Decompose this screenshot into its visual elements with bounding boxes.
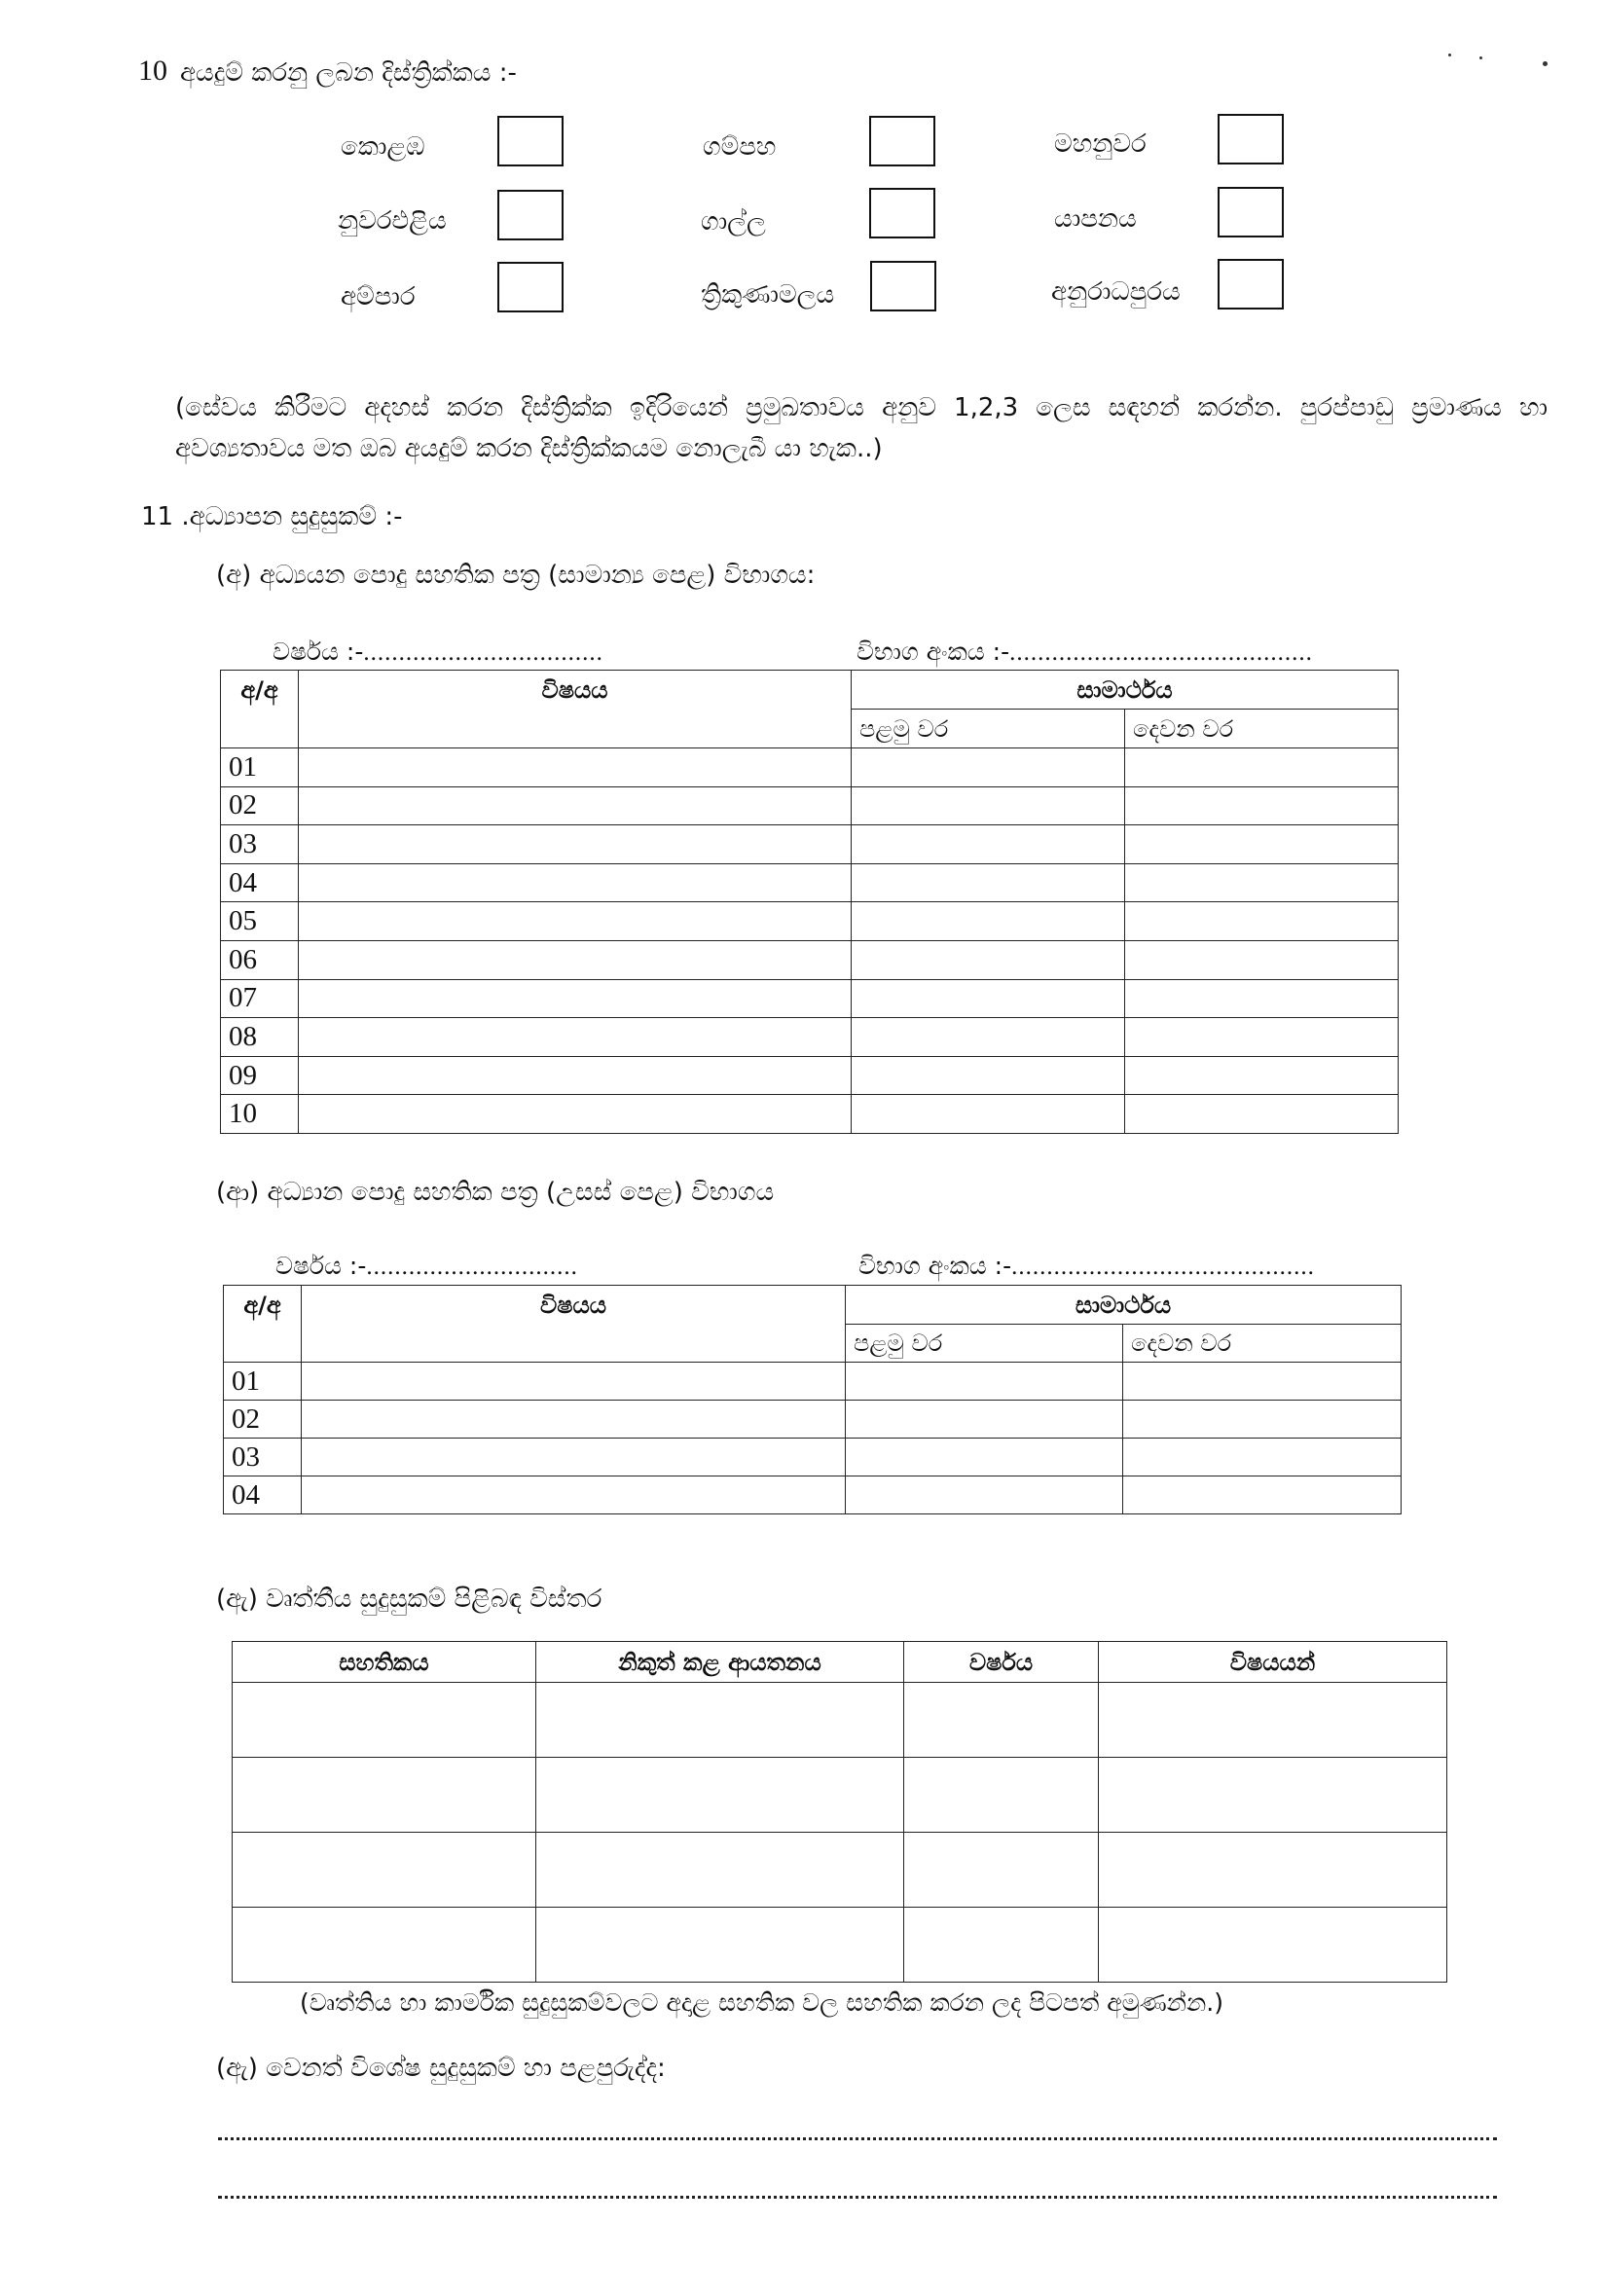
ol-first-cell[interactable] [852, 902, 1125, 941]
vocational-subjects-cell[interactable] [1099, 1833, 1447, 1908]
district-box-colombo[interactable] [497, 116, 564, 166]
vocational-table [232, 1641, 1447, 1983]
district-box-jaffna[interactable] [1218, 187, 1284, 237]
ol-table-row [221, 825, 1399, 864]
vocational-subjects-cell[interactable] [1099, 1908, 1447, 1983]
ol-second-cell[interactable] [1125, 786, 1399, 825]
ol-first-cell[interactable] [852, 1056, 1125, 1095]
scan-speck [1479, 56, 1482, 59]
al-table-row [224, 1363, 1402, 1401]
ol-row-number: 05 [221, 902, 299, 941]
other-qualifications-line-1[interactable] [218, 2137, 1497, 2140]
ol-subject-cell[interactable] [299, 979, 852, 1018]
al-subject-cell[interactable] [302, 1401, 846, 1439]
al-first-cell[interactable] [846, 1476, 1123, 1514]
ol-year-label: වර්ෂය :- [273, 638, 364, 666]
vocational-note: (වෘත්තිය හා කාර්මික සුදුසුකම්වලට අදාළ සහතික වල සහතික කරන ලද පිටපත් අමුණන්න.) [300, 1988, 1223, 2017]
ol-second-cell[interactable] [1125, 1056, 1399, 1095]
al-row-number: 02 [224, 1401, 302, 1439]
ol-table-row [221, 902, 1399, 941]
district-label-ampara: අම්පාර [341, 282, 416, 311]
al-row-number: 01 [224, 1363, 302, 1401]
vocational-year-cell[interactable] [904, 1833, 1099, 1908]
scan-speck [1448, 54, 1451, 56]
ol-first-cell[interactable] [852, 863, 1125, 902]
vocational-institute-cell[interactable] [536, 1908, 904, 1983]
ol-table-row [221, 1095, 1399, 1134]
vocational-year-cell[interactable] [904, 1758, 1099, 1833]
district-label-kandy: මහනුවර [1054, 129, 1147, 159]
al-row-number: 04 [224, 1476, 302, 1514]
ol-table-row [221, 1056, 1399, 1095]
district-label-colombo: කොළඹ [341, 132, 425, 162]
ol-second-cell[interactable] [1125, 825, 1399, 864]
ol-first-cell[interactable] [852, 786, 1125, 825]
ol-year-line [273, 638, 603, 667]
ol-table-row [221, 786, 1399, 825]
vocational-certificate-cell[interactable] [233, 1833, 536, 1908]
district-label-gampaha: ගම්පහ [703, 132, 777, 162]
ol-subject-cell[interactable] [299, 902, 852, 941]
district-box-nuwaraeliya[interactable] [497, 190, 564, 240]
district-label-nuwaraeliya: නුවරඑළිය [338, 206, 447, 236]
ol-table-row [221, 863, 1399, 902]
al-first-cell[interactable] [846, 1363, 1123, 1401]
vocational-row [233, 1908, 1447, 1983]
vocational-header-year: වර්ෂය [904, 1642, 1099, 1683]
ol-subject-cell[interactable] [299, 1095, 852, 1134]
ol-exam-title: (අ) අධ්‍යයන පොදු සහතික පත්‍ර (සාමාන්‍ය පෙළ) විභාගය: [216, 561, 816, 590]
al-header-second-attempt: දෙවන වර [1123, 1325, 1402, 1363]
ol-row-number: 06 [221, 940, 299, 979]
vocational-year-cell[interactable] [904, 1683, 1099, 1758]
district-box-anuradhapura[interactable] [1218, 259, 1284, 310]
vocational-institute-cell[interactable] [536, 1833, 904, 1908]
ol-results-table [220, 670, 1399, 1134]
al-second-cell[interactable] [1123, 1439, 1402, 1476]
ol-header-subject: විෂයය [299, 671, 852, 748]
ol-row-number: 01 [221, 748, 299, 787]
ol-subject-cell[interactable] [299, 786, 852, 825]
al-header-no: අ/අ [224, 1286, 302, 1363]
ol-row-number: 03 [221, 825, 299, 864]
ol-first-cell[interactable] [852, 825, 1125, 864]
ol-second-cell[interactable] [1125, 979, 1399, 1018]
ol-header-first-attempt: පළමු වර [852, 710, 1125, 748]
vocational-year-cell[interactable] [904, 1908, 1099, 1983]
ol-row-number: 08 [221, 1018, 299, 1057]
al-index-field[interactable]: ........................................... [1011, 1254, 1315, 1280]
ol-header-result: සාමාර්ථය [852, 671, 1399, 710]
district-box-ampara[interactable] [497, 262, 564, 312]
al-subject-cell[interactable] [302, 1363, 846, 1401]
vocational-certificate-cell[interactable] [233, 1683, 536, 1758]
ol-subject-cell[interactable] [299, 863, 852, 902]
al-index-label: විභාග අංකය :- [858, 1252, 1012, 1280]
district-label-trincomalee: ත්‍රිකුණාමලය [701, 280, 835, 310]
ol-table-row [221, 748, 1399, 787]
ol-second-cell[interactable] [1125, 863, 1399, 902]
ol-subject-cell[interactable] [299, 825, 852, 864]
district-box-trincomalee[interactable] [870, 261, 936, 311]
section-10-title: අයදුම් කරනු ලබන දිස්ත්‍රික්කය :- [180, 58, 517, 88]
other-qualifications-title: (ඇ) වෙනත් විශේෂ සුදුසුකම් හා පළපුරුද්ද: [216, 2054, 666, 2083]
ol-row-number: 02 [221, 786, 299, 825]
ol-table-row [221, 940, 1399, 979]
ol-first-cell[interactable] [852, 979, 1125, 1018]
ol-table-row [221, 979, 1399, 1018]
district-priority-note: (සේවය කිරීමට අදහස් කරන දිස්ත්‍රික්ක ඉදිරියෙන් ප්‍රමුඛතාවය අනුව 1,2,3 ලෙස සඳහන් කරන්න. පුරප්පාඩු ප්‍රමාණය හා අවශ්‍යතාවය මත ඔබ අයදුම් කරන දිස්ත්‍රික්කයම නොලැබී යා හැක..) [175, 393, 1548, 463]
ol-index-line [857, 638, 1313, 667]
district-label-jaffna: යාපනය [1054, 204, 1137, 234]
ol-row-number: 10 [221, 1095, 299, 1134]
ol-second-cell[interactable] [1125, 1095, 1399, 1134]
al-header-result: සාමාර්ථය [846, 1286, 1402, 1325]
vocational-row [233, 1833, 1447, 1908]
ol-second-cell[interactable] [1125, 1018, 1399, 1057]
vocational-subjects-cell[interactable] [1099, 1683, 1447, 1758]
ol-subject-cell[interactable] [299, 748, 852, 787]
ol-first-cell[interactable] [852, 1095, 1125, 1134]
al-header-subject: විෂයය [302, 1286, 846, 1363]
al-subject-cell[interactable] [302, 1476, 846, 1514]
district-label-anuradhapura: අනුරාධපුරය [1051, 277, 1181, 307]
al-year-label: වර්ෂය :- [275, 1252, 367, 1280]
ol-year-field[interactable]: .................................. [363, 639, 603, 666]
vocational-header-subjects: විෂයයන් [1099, 1642, 1447, 1683]
vocational-title: (ඇ) වෘත්තීය සුදුසුකම් පිළිබඳ විස්තර [216, 1585, 602, 1614]
al-results-table [223, 1285, 1402, 1514]
vocational-institute-cell[interactable] [536, 1758, 904, 1833]
al-year-field[interactable]: .............................. [366, 1254, 578, 1280]
district-box-galle[interactable] [869, 188, 935, 238]
district-box-gampaha[interactable] [869, 116, 935, 166]
section-11-title: 11 .අධ්‍යාපන සුදුසුකම් :- [141, 502, 403, 531]
al-table-row [224, 1401, 1402, 1439]
section-10-number: 10 [138, 55, 167, 87]
ol-subject-cell[interactable] [299, 1056, 852, 1095]
ol-second-cell[interactable] [1125, 748, 1399, 787]
ol-second-cell[interactable] [1125, 940, 1399, 979]
other-qualifications-line-2[interactable] [218, 2196, 1497, 2199]
al-exam-title: (ආ) අධ්‍යාන පොදු සහතික පත්‍ර (උසස් පෙළ) විභාගය [216, 1178, 775, 1207]
al-second-cell[interactable] [1123, 1401, 1402, 1439]
district-label-galle: ගාල්ල [701, 207, 766, 237]
vocational-certificate-cell[interactable] [233, 1908, 536, 1983]
al-table-row [224, 1439, 1402, 1476]
vocational-header-certificate: සහතිකය [233, 1642, 536, 1683]
ol-subject-cell[interactable] [299, 1018, 852, 1057]
vocational-subjects-cell[interactable] [1099, 1758, 1447, 1833]
district-box-kandy[interactable] [1218, 114, 1284, 164]
ol-subject-cell[interactable] [299, 940, 852, 979]
ol-table-row [221, 1018, 1399, 1057]
ol-row-number: 07 [221, 979, 299, 1018]
ol-second-cell[interactable] [1125, 902, 1399, 941]
ol-index-label: විභාග අංකය :- [857, 638, 1010, 666]
al-header-first-attempt: පළමු වර [846, 1325, 1123, 1363]
ol-index-field[interactable]: ........................................... [1009, 639, 1313, 666]
al-first-cell[interactable] [846, 1439, 1123, 1476]
vocational-row [233, 1758, 1447, 1833]
al-second-cell[interactable] [1123, 1363, 1402, 1401]
al-row-number: 03 [224, 1439, 302, 1476]
vocational-institute-cell[interactable] [536, 1683, 904, 1758]
vocational-header-institute: නිකුත් කළ ආයතනය [536, 1642, 904, 1683]
ol-row-number: 04 [221, 863, 299, 902]
al-subject-cell[interactable] [302, 1439, 846, 1476]
vocational-certificate-cell[interactable] [233, 1758, 536, 1833]
al-index-line [858, 1252, 1315, 1281]
ol-row-number: 09 [221, 1056, 299, 1095]
ol-first-cell[interactable] [852, 748, 1125, 787]
vocational-row [233, 1683, 1447, 1758]
scan-speck [1543, 61, 1548, 66]
ol-header-no: අ/අ [221, 671, 299, 748]
al-first-cell[interactable] [846, 1401, 1123, 1439]
al-second-cell[interactable] [1123, 1476, 1402, 1514]
ol-header-second-attempt: දෙවන වර [1125, 710, 1399, 748]
ol-first-cell[interactable] [852, 1018, 1125, 1057]
al-table-row [224, 1476, 1402, 1514]
ol-first-cell[interactable] [852, 940, 1125, 979]
al-year-line [275, 1252, 578, 1281]
